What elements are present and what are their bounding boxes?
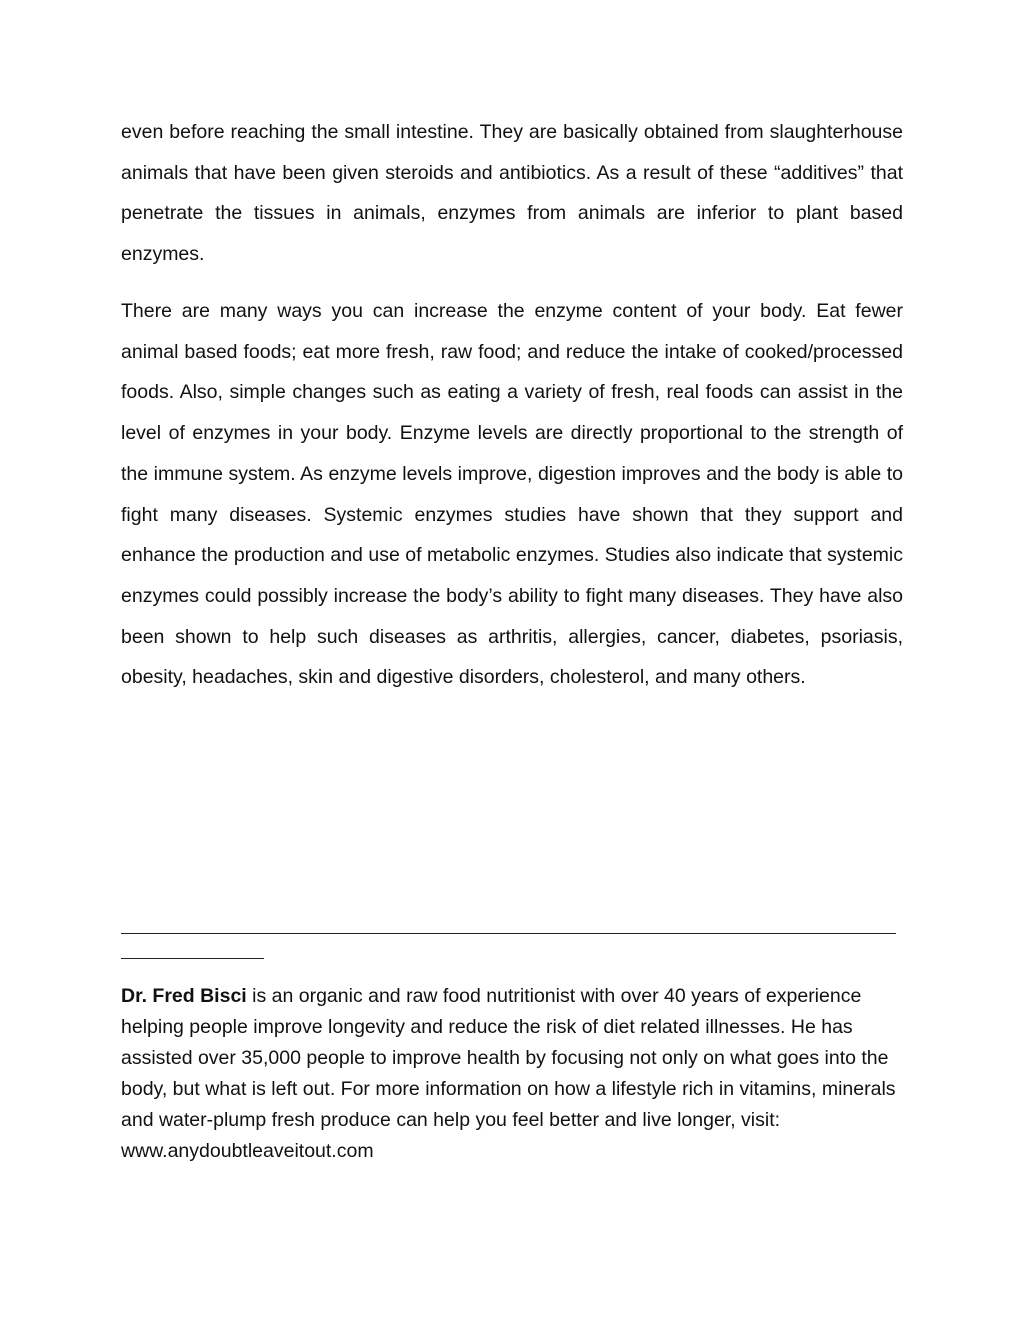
- body-paragraph-1: even before reaching the small intestine. They are basically obtained from slaughterhouse animals that have been given steroids and antibiotics. As a result of these “additives” that penetrate the tissues in animals, enzymes from animals are inferior to plant based enzymes.: [121, 121, 903, 266]
- footnote-separator-line: [121, 933, 896, 934]
- body-paragraph-2: There are many ways you can increase the enzyme content of your body. Eat fewer animal based foods; eat more fresh, raw food; and reduce the intake of cooked/processed foods. Also, simple changes such as eating a variety of fresh, real foods can assist in the level of enzymes in your body. Enzyme levels are directly proportional to the strength of the immune system. As enzyme levels improve, digestion improves and the body is able to fight many diseases. Systemic enzymes studies have shown that they support and enhance the production and use of metabolic enzymes. Studies also indicate that systemic enzymes could possibly increase the body’s ability to fight many diseases. They have also been shown to help such diseases as arthritis, allergies, cancer, diabetes, psoriasis, obesity, headaches, skin and digestive disorders, cholesterol, and many others.: [121, 300, 903, 689]
- author-bio-text: is an organic and raw food nutritionist with over 40 years of experience helping people improve longevity and reduce the risk of diet related illnesses. He has assisted over 35,000 people to improve health by focusing not only on what goes into the body, but what is left out. For more information on how a lifestyle rich in vitamins, minerals and water-plump fresh produce can help you feel better and live longer, visit: www.anydoubtleaveitout.com: [121, 985, 896, 1162]
- footnote-separator-line-short: [121, 958, 264, 959]
- author-name: Dr. Fred Bisci: [121, 985, 247, 1007]
- author-bio: [121, 981, 911, 1167]
